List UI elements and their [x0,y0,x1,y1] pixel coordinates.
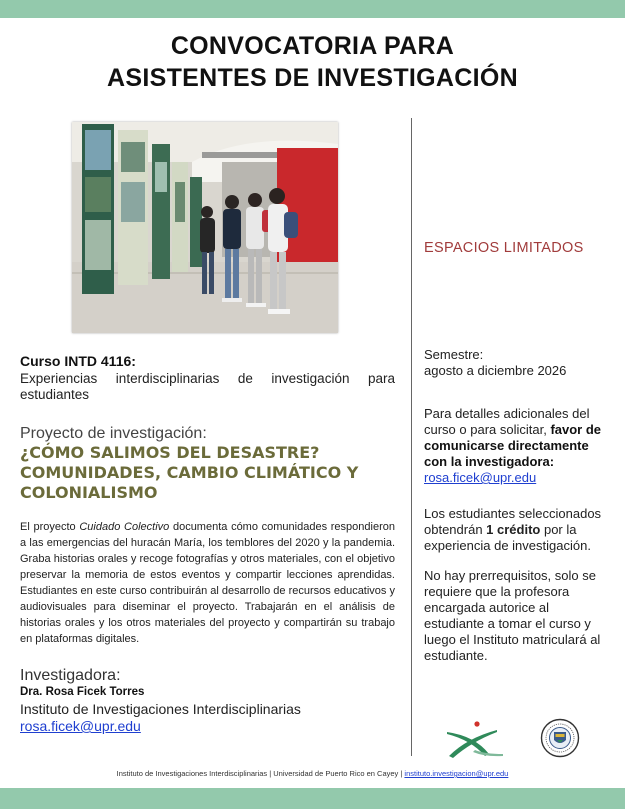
credit-text-end: por la experiencia de investigación. [424,522,591,553]
course-name: Experiencias interdisciplinarias de investigación para estudiantes [20,371,395,402]
footer-email-link[interactable]: instituto.investigacion@upr.edu [404,769,509,778]
credit-amount: 1 crédito [486,522,541,537]
investigator-institute: Instituto de Investigaciones Interdisciplinarias [20,701,301,717]
details-bold-text: favor de comunicarse directamente con la investigadora: [424,422,602,469]
footer-text: Instituto de Investigaciones Interdisciplinarias | Universidad de Puerto Rico en Cayey | [116,769,405,778]
bottom-color-band [0,788,625,809]
description-text-start: El proyecto [20,521,80,533]
title-line-2: ASISTENTES DE INVESTIGACIÓN [107,64,518,92]
investigator-name: Dra. Rosa Ficek Torres [20,686,145,698]
details-text: Para detalles adicionales del curso o para solicitar, [424,406,590,437]
credit-info [424,506,609,554]
semester-info [424,347,609,379]
column-divider [411,118,412,756]
semester-value: agosto a diciembre 2026 [424,363,567,378]
limited-spaces-notice: ESPACIOS LIMITADOS [424,240,584,256]
credit-text-start: Los estudiantes seleccionados obtendrán [424,506,602,537]
investigator-label: Investigadora: [20,667,121,684]
page-title [0,30,625,94]
exhibit-photo [72,122,338,333]
prerequisites-info: No hay prerrequisitos, solo se requiere que la profesora encargada autorice al estudiante a tomar el curso y luego el Instituto matriculará al estudiante. [424,568,601,663]
project-description [20,519,395,647]
footer [0,769,625,779]
institute-logo-icon [445,720,505,760]
project-label: Proyecto de investigación: [20,425,207,442]
top-color-band [0,0,625,18]
university-seal-icon [540,718,580,758]
contact-details [424,406,609,486]
details-email-link[interactable]: rosa.ficek@upr.edu [424,470,537,485]
project-name-italic: Cuidado Colectivo [79,521,170,533]
title-line-1: CONVOCATORIA PARA [170,32,455,60]
semester-label: Semestre: [424,347,484,362]
description-text-rest: documenta cómo comunidades respondieron a las emergencias del huracán María, los temblores del 2020 y la pandemia. Graba historias orales y recoge fotografías y otros materiales, con el objetivo preservar la memoria de estos eventos y compartir lecciones aprendidas. Estudiantes en este curso contribuirán al desarrollo de recursos educativos y audiovisuales para diseminar el proyecto. Trabajarán en el análisis de historias orales y los otros materiales del proyecto y compartirán su trabajo en plataformas digitales. [20,521,395,645]
project-title: ¿CÓMO SALIMOS DEL DESASTRE? COMUNIDADES, CAMBIO CLIMÁTICO Y COLONIALISMO [20,443,359,502]
course-code: Curso INTD 4116: [20,353,136,369]
investigator-email-link[interactable]: rosa.ficek@upr.edu [20,718,141,734]
